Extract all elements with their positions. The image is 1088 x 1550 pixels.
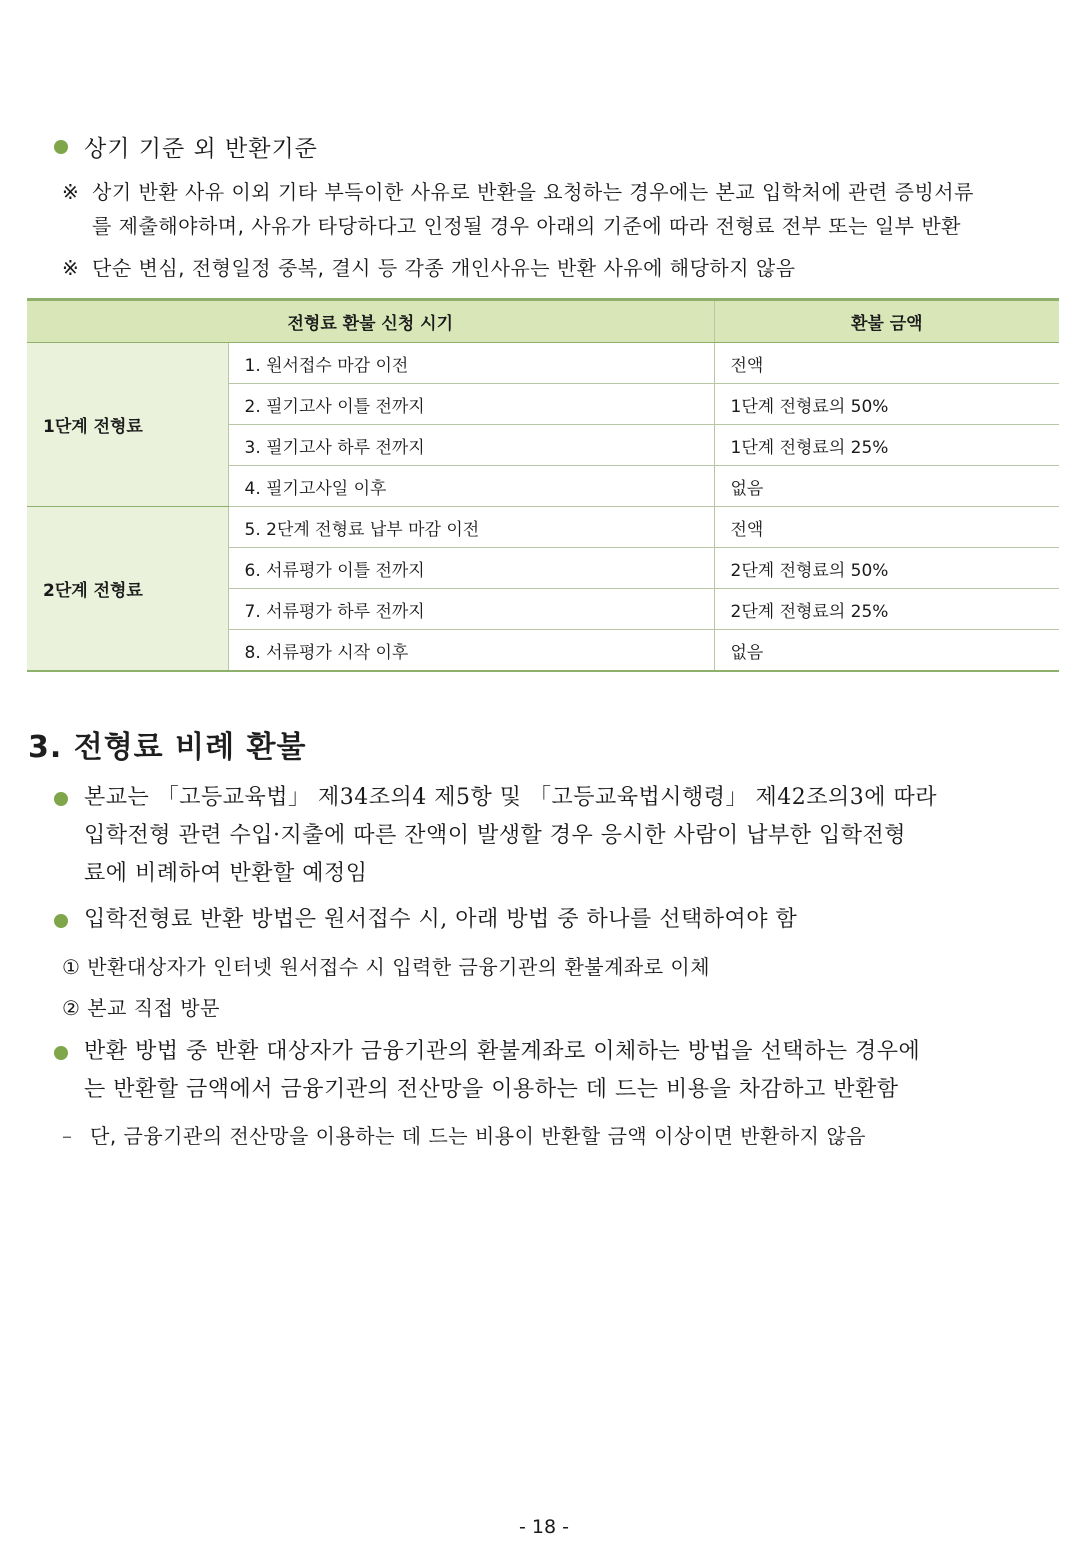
period-cell: 3. 필기고사 하루 전까지 <box>228 425 714 466</box>
note-mark: ※ <box>62 180 80 204</box>
paragraph-line: 입학전형 관련 수입·지출에 따른 잔액이 발생할 경우 응시한 사람이 납부한 입학전형 <box>84 823 906 848</box>
paragraph-line: 는 반환할 금액에서 금융기관의 전산망을 이용하는 데 드는 비용을 차감하고 반환함 <box>84 1077 899 1102</box>
bullet-dot-icon <box>54 140 68 154</box>
subheading-other-criteria: 상기 기준 외 반환기준 <box>84 136 318 162</box>
period-cell: 6. 서류평가 이틀 전까지 <box>228 548 714 589</box>
amount-cell: 전액 <box>714 343 1059 384</box>
period-cell: 7. 서류평가 하루 전까지 <box>228 589 714 630</box>
amount-cell: 1단계 전형료의 50% <box>714 384 1059 425</box>
note-line: 단순 변심, 전형일정 중복, 결시 등 각종 개인사유는 반환 사유에 해당하지 않음 <box>92 256 796 280</box>
period-cell: 8. 서류평가 시작 이후 <box>228 630 714 672</box>
bullet-dot-icon <box>54 1046 68 1060</box>
note-line: 를 제출해야하며, 사유가 타당하다고 인정될 경우 아래의 기준에 따라 전형료 전부 또는 일부 반환 <box>92 214 961 238</box>
paragraph-line: 본교는 「고등교육법」 제34조의4 제5항 및 「고등교육법시행령」 제42조의3에 따라 <box>84 785 937 810</box>
amount-cell: 없음 <box>714 466 1059 507</box>
amount-cell: 2단계 전형료의 25% <box>714 589 1059 630</box>
amount-cell: 없음 <box>714 630 1059 672</box>
amount-cell: 1단계 전형료의 25% <box>714 425 1059 466</box>
stage-cell: 1단계 전형료 <box>27 343 228 507</box>
paragraph-line: 반환 방법 중 반환 대상자가 금융기관의 환불계좌로 이체하는 방법을 선택하는 경우에 <box>84 1039 921 1064</box>
period-cell: 2. 필기고사 이틀 전까지 <box>228 384 714 425</box>
period-cell: 5. 2단계 전형료 납부 마감 이전 <box>228 507 714 548</box>
header-amount: 환불 금액 <box>714 300 1059 343</box>
bullet-dot-icon <box>54 792 68 806</box>
note-mark: ※ <box>62 256 80 280</box>
paragraph-line: 입학전형료 반환 방법은 원서접수 시, 아래 방법 중 하나를 선택하여야 함 <box>84 907 798 932</box>
bullet-dot-icon <box>54 914 68 928</box>
stage-cell: 2단계 전형료 <box>27 507 228 672</box>
page-number: - 18 - <box>519 1516 569 1538</box>
paragraph-line: 료에 비례하여 반환할 예정임 <box>84 861 368 886</box>
note-line: 상기 반환 사유 이외 기타 부득이한 사유로 반환을 요청하는 경우에는 본교 입학처에 관련 증빙서류 <box>92 180 974 204</box>
refund-table <box>27 298 1059 672</box>
table-header-row <box>27 300 1059 343</box>
section-title: 3. 전형료 비례 환불 <box>28 730 307 765</box>
amount-cell: 2단계 전형료의 50% <box>714 548 1059 589</box>
amount-cell: 전액 <box>714 507 1059 548</box>
table-row <box>27 507 1059 548</box>
period-cell: 1. 원서접수 마감 이전 <box>228 343 714 384</box>
table-row <box>27 343 1059 384</box>
header-period: 전형료 환불 신청 시기 <box>27 300 714 343</box>
paragraph-line: 단, 금융기관의 전산망을 이용하는 데 드는 비용이 반환할 금액 이상이면 반환하지 않음 <box>90 1124 866 1148</box>
option-item: ② 본교 직접 방문 <box>62 996 220 1020</box>
option-item: ① 반환대상자가 인터넷 원서접수 시 입력한 금융기관의 환불계좌로 이체 <box>62 955 711 979</box>
period-cell: 4. 필기고사일 이후 <box>228 466 714 507</box>
dash-mark: – <box>62 1124 73 1148</box>
